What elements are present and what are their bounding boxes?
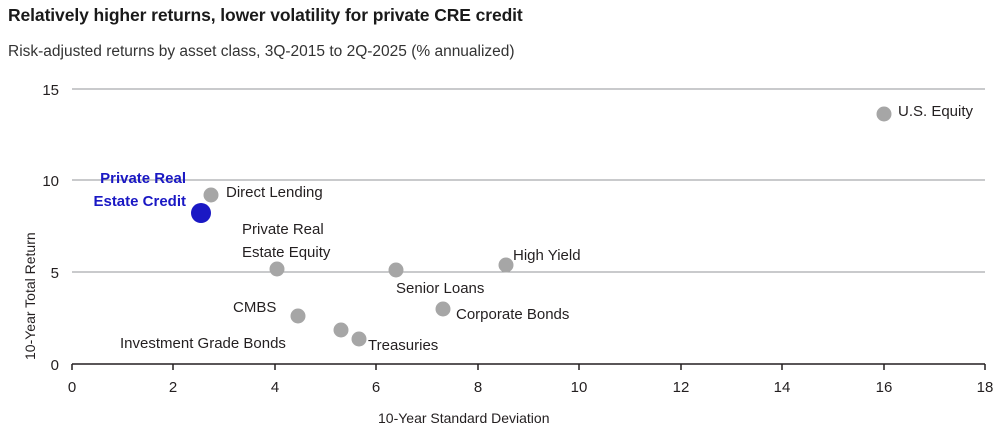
point-label-investment-grade-bonds: Investment Grade Bonds <box>120 335 286 352</box>
point-label-us-equity: U.S. Equity <box>898 103 974 120</box>
data-point-senior-loans <box>389 263 404 278</box>
data-point-investment-grade-bonds <box>334 323 349 338</box>
x-axis-title: 10-Year Standard Deviation <box>378 410 550 426</box>
xtick-label-16: 16 <box>875 379 893 396</box>
point-label-treasuries: Treasuries <box>368 337 439 354</box>
data-point-direct-lending <box>204 188 219 203</box>
xtick-label-4: 4 <box>270 379 280 396</box>
ytick-label-10: 10 <box>42 173 59 190</box>
point-label-private-real-estate-equity-line1: Private Real <box>242 221 324 238</box>
point-label-private-real-estate-equity-line2: Estate Equity <box>242 244 331 261</box>
ytick-label-15: 15 <box>42 82 59 99</box>
xtick-label-14: 14 <box>773 379 791 396</box>
point-label-direct-lending: Direct Lending <box>226 184 323 201</box>
data-point-us-equity <box>877 107 892 122</box>
point-label-senior-loans: Senior Loans <box>396 280 485 297</box>
xtick-label-18: 18 <box>976 379 994 396</box>
point-label-private-real-estate-credit-line1: Private Real <box>100 170 186 187</box>
data-point-private-real-estate-credit <box>191 203 211 223</box>
ytick-label-5: 5 <box>50 265 59 282</box>
xtick-label-6: 6 <box>371 379 381 396</box>
xtick-label-12: 12 <box>672 379 690 396</box>
data-point-cmbs <box>291 309 306 324</box>
ytick-label-0: 0 <box>50 357 59 374</box>
data-point-treasuries <box>352 332 367 347</box>
point-label-private-real-estate-credit-line2: Estate Credit <box>93 193 186 210</box>
xtick-label-2: 2 <box>168 379 178 396</box>
point-label-corporate-bonds: Corporate Bonds <box>456 306 570 323</box>
data-point-corporate-bonds <box>436 302 451 317</box>
point-label-high-yield: High Yield <box>513 247 581 264</box>
y-axis-title: 10-Year Total Return <box>22 232 38 360</box>
data-point-private-real-estate-equity <box>270 262 285 277</box>
data-point-high-yield <box>499 258 514 273</box>
page-title: Relatively higher returns, lower volatility for private CRE credit <box>8 5 523 25</box>
chart-svg <box>0 70 997 436</box>
xtick-label-0: 0 <box>67 379 77 396</box>
point-label-cmbs: CMBS <box>233 299 277 316</box>
xtick-label-8: 8 <box>473 379 483 396</box>
xtick-label-10: 10 <box>570 379 588 396</box>
page-subtitle: Risk-adjusted returns by asset class, 3Q-2015 to 2Q-2025 (% annualized) <box>8 43 515 60</box>
scatter-plot <box>0 70 997 436</box>
